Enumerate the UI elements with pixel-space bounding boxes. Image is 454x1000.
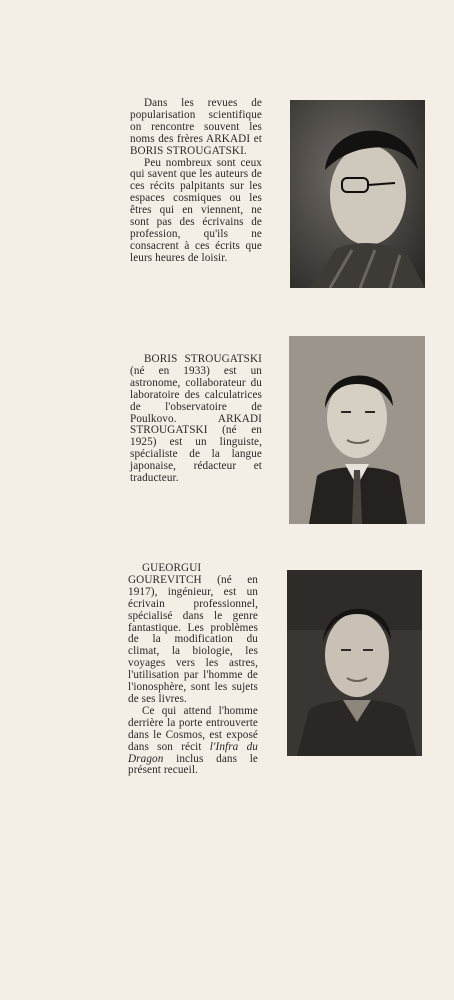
bio-strougatski-brothers: [130, 354, 262, 485]
book-title: l'Infra du Dragon: [128, 740, 258, 765]
portrait-photo-gourevitch: [287, 570, 422, 756]
portrait-photo-boris: [289, 336, 425, 524]
paragraph: BORIS STROUGATSKI (né en 1933) est un astronome, collaborateur du laboratoire des calculatrices de l'observatoire de Poulkovo. ARKADI STROUGATSKI (né en 1925) est un linguiste, spécialiste de la langue japonaise, rédacteur et traducteur.: [130, 353, 262, 485]
paragraph: GUEORGUI GOUREVITCH (né en 1917), ingénieur, est un écrivain professionnel, spécialisé dans le genre fantastique. Les problèmes de la modification du climat, la biologie, les voyages vers les astres, l'utilisation par l'homme de l'ionosphère, sont les sujets de ses livres.: [128, 562, 258, 705]
portrait-photo-arkadi: [290, 100, 425, 288]
paragraph: Dans les revues de popularisation scientifique on rencontre souvent les noms des frères ARKADI et BORIS STROUGATSKI.: [130, 97, 262, 157]
paragraph: Peu nombreux sont ceux qui savent que les auteurs de ces récits palpitants sur les espaces cosmiques ou les êtres qui en viennent, ne sont pas des écrivains de profession, qu'ils ne consacrent à ces écrits que leurs heures de loisir.: [130, 156, 262, 264]
paragraph: Ce qui attend l'homme derrière la porte entrouverte dans le Cosmos, est exposé dans son récit l'Infra du Dragon inclus dans le présent recueil.: [128, 704, 258, 777]
bio-strougatski-intro: [130, 98, 262, 265]
bio-gourevitch: [128, 563, 258, 777]
